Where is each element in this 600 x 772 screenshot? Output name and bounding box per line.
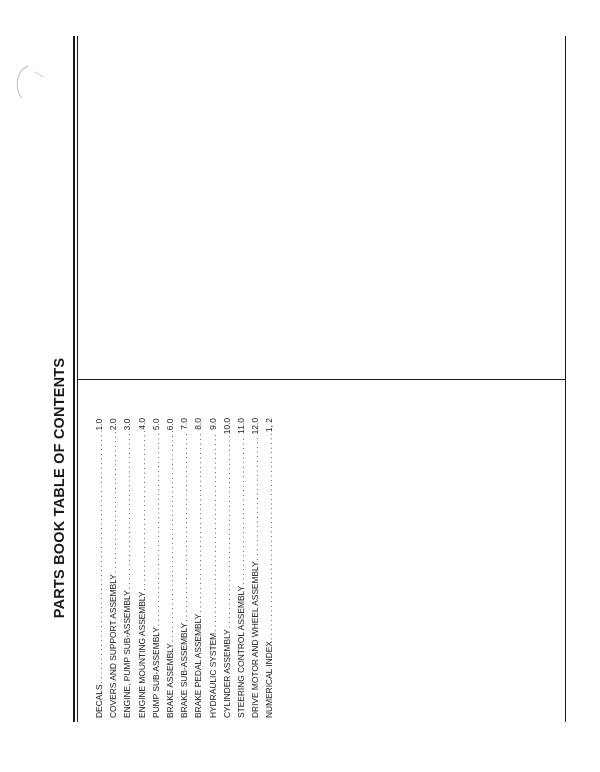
- toc-item[interactable]: [262, 418, 276, 718]
- page-title: PARTS BOOK TABLE OF CONTENTS: [52, 357, 68, 619]
- toc-item-page: 9.0: [207, 418, 218, 430]
- toc-item-label: CYLINDER ASSEMBLY: [221, 629, 232, 718]
- toc-item-label: DRIVE MOTOR AND WHEEL ASSEMBLY: [250, 561, 261, 718]
- toc-item-label: DECALS: [94, 684, 104, 718]
- toc-item[interactable]: [92, 418, 106, 718]
- toc-item-page: 7.0: [179, 418, 190, 430]
- toc-item[interactable]: [234, 418, 248, 718]
- toc-item-page: 6.0: [164, 418, 175, 431]
- toc-item[interactable]: [206, 418, 220, 718]
- toc-item[interactable]: [163, 418, 177, 718]
- toc-leader-dots: [206, 431, 220, 632]
- toc-leader-dots: [262, 433, 276, 640]
- toc-item[interactable]: [220, 418, 234, 718]
- toc-leader-dots: [120, 431, 134, 589]
- toc-leader-dots: [135, 431, 149, 591]
- toc-item-label: NUMERICAL INDEX: [264, 641, 275, 718]
- toc-leader-dots: [177, 431, 191, 622]
- toc-item-page: 10.0: [221, 417, 232, 435]
- toc-item-label: BRAKE SUB-ASSEMBLY: [179, 622, 190, 718]
- toc-block: [52, 258, 292, 718]
- toc-leader-dots: [149, 431, 163, 626]
- toc-item-label: BRAKE ASSEMBLY: [164, 643, 175, 718]
- toc-item-label: ENGINE, PUMP SUB-ASSEMBLY: [122, 590, 133, 718]
- toc-leader-dots: [220, 435, 234, 628]
- toc-item[interactable]: [248, 418, 262, 718]
- toc-item[interactable]: [149, 418, 163, 718]
- toc-item-page: 12.0: [250, 418, 261, 435]
- toc-item-page: 3.0: [122, 418, 133, 431]
- toc-item[interactable]: [177, 418, 191, 718]
- toc-leader-dots: [106, 431, 120, 573]
- toc-leader-dots: [163, 431, 177, 642]
- toc-item-label: ENGINE MOUNTING ASSEMBLY: [136, 591, 147, 718]
- toc-item-page: 4.0: [136, 417, 147, 430]
- toc-item-page: 8.0: [193, 418, 204, 430]
- toc-item-label: PUMP SUB-ASSEMBLY: [150, 627, 161, 718]
- toc-leader-dots: [234, 435, 248, 585]
- toc-item[interactable]: [120, 418, 134, 718]
- toc-item-label: COVERS AND SUPPORT ASSEMBLY: [108, 574, 119, 718]
- toc-item-label: BRAKE PEDAL ASSEMBLY: [193, 613, 204, 718]
- toc-item-page: 1, 2: [264, 418, 275, 433]
- toc-item-page: 1.0: [94, 418, 104, 431]
- toc-leader-dots: [92, 431, 106, 683]
- toc-item-page: 11.0: [235, 418, 246, 434]
- binding-mark-icon: [8, 62, 50, 102]
- border-rule-right: [565, 36, 566, 722]
- toc-item-page: 5.0: [150, 418, 161, 431]
- toc-item-label: STEERING CONTROL ASSEMBLY: [235, 585, 246, 718]
- toc-leader-dots: [248, 435, 262, 560]
- toc-item-page: 2.0: [108, 418, 119, 431]
- toc-item[interactable]: [191, 418, 205, 718]
- toc-leader-dots: [191, 431, 205, 613]
- toc-item[interactable]: [106, 418, 120, 718]
- toc-list: [92, 418, 276, 718]
- toc-item-label: HYDRAULIC SYSTEM: [207, 632, 218, 718]
- toc-item[interactable]: [135, 418, 149, 718]
